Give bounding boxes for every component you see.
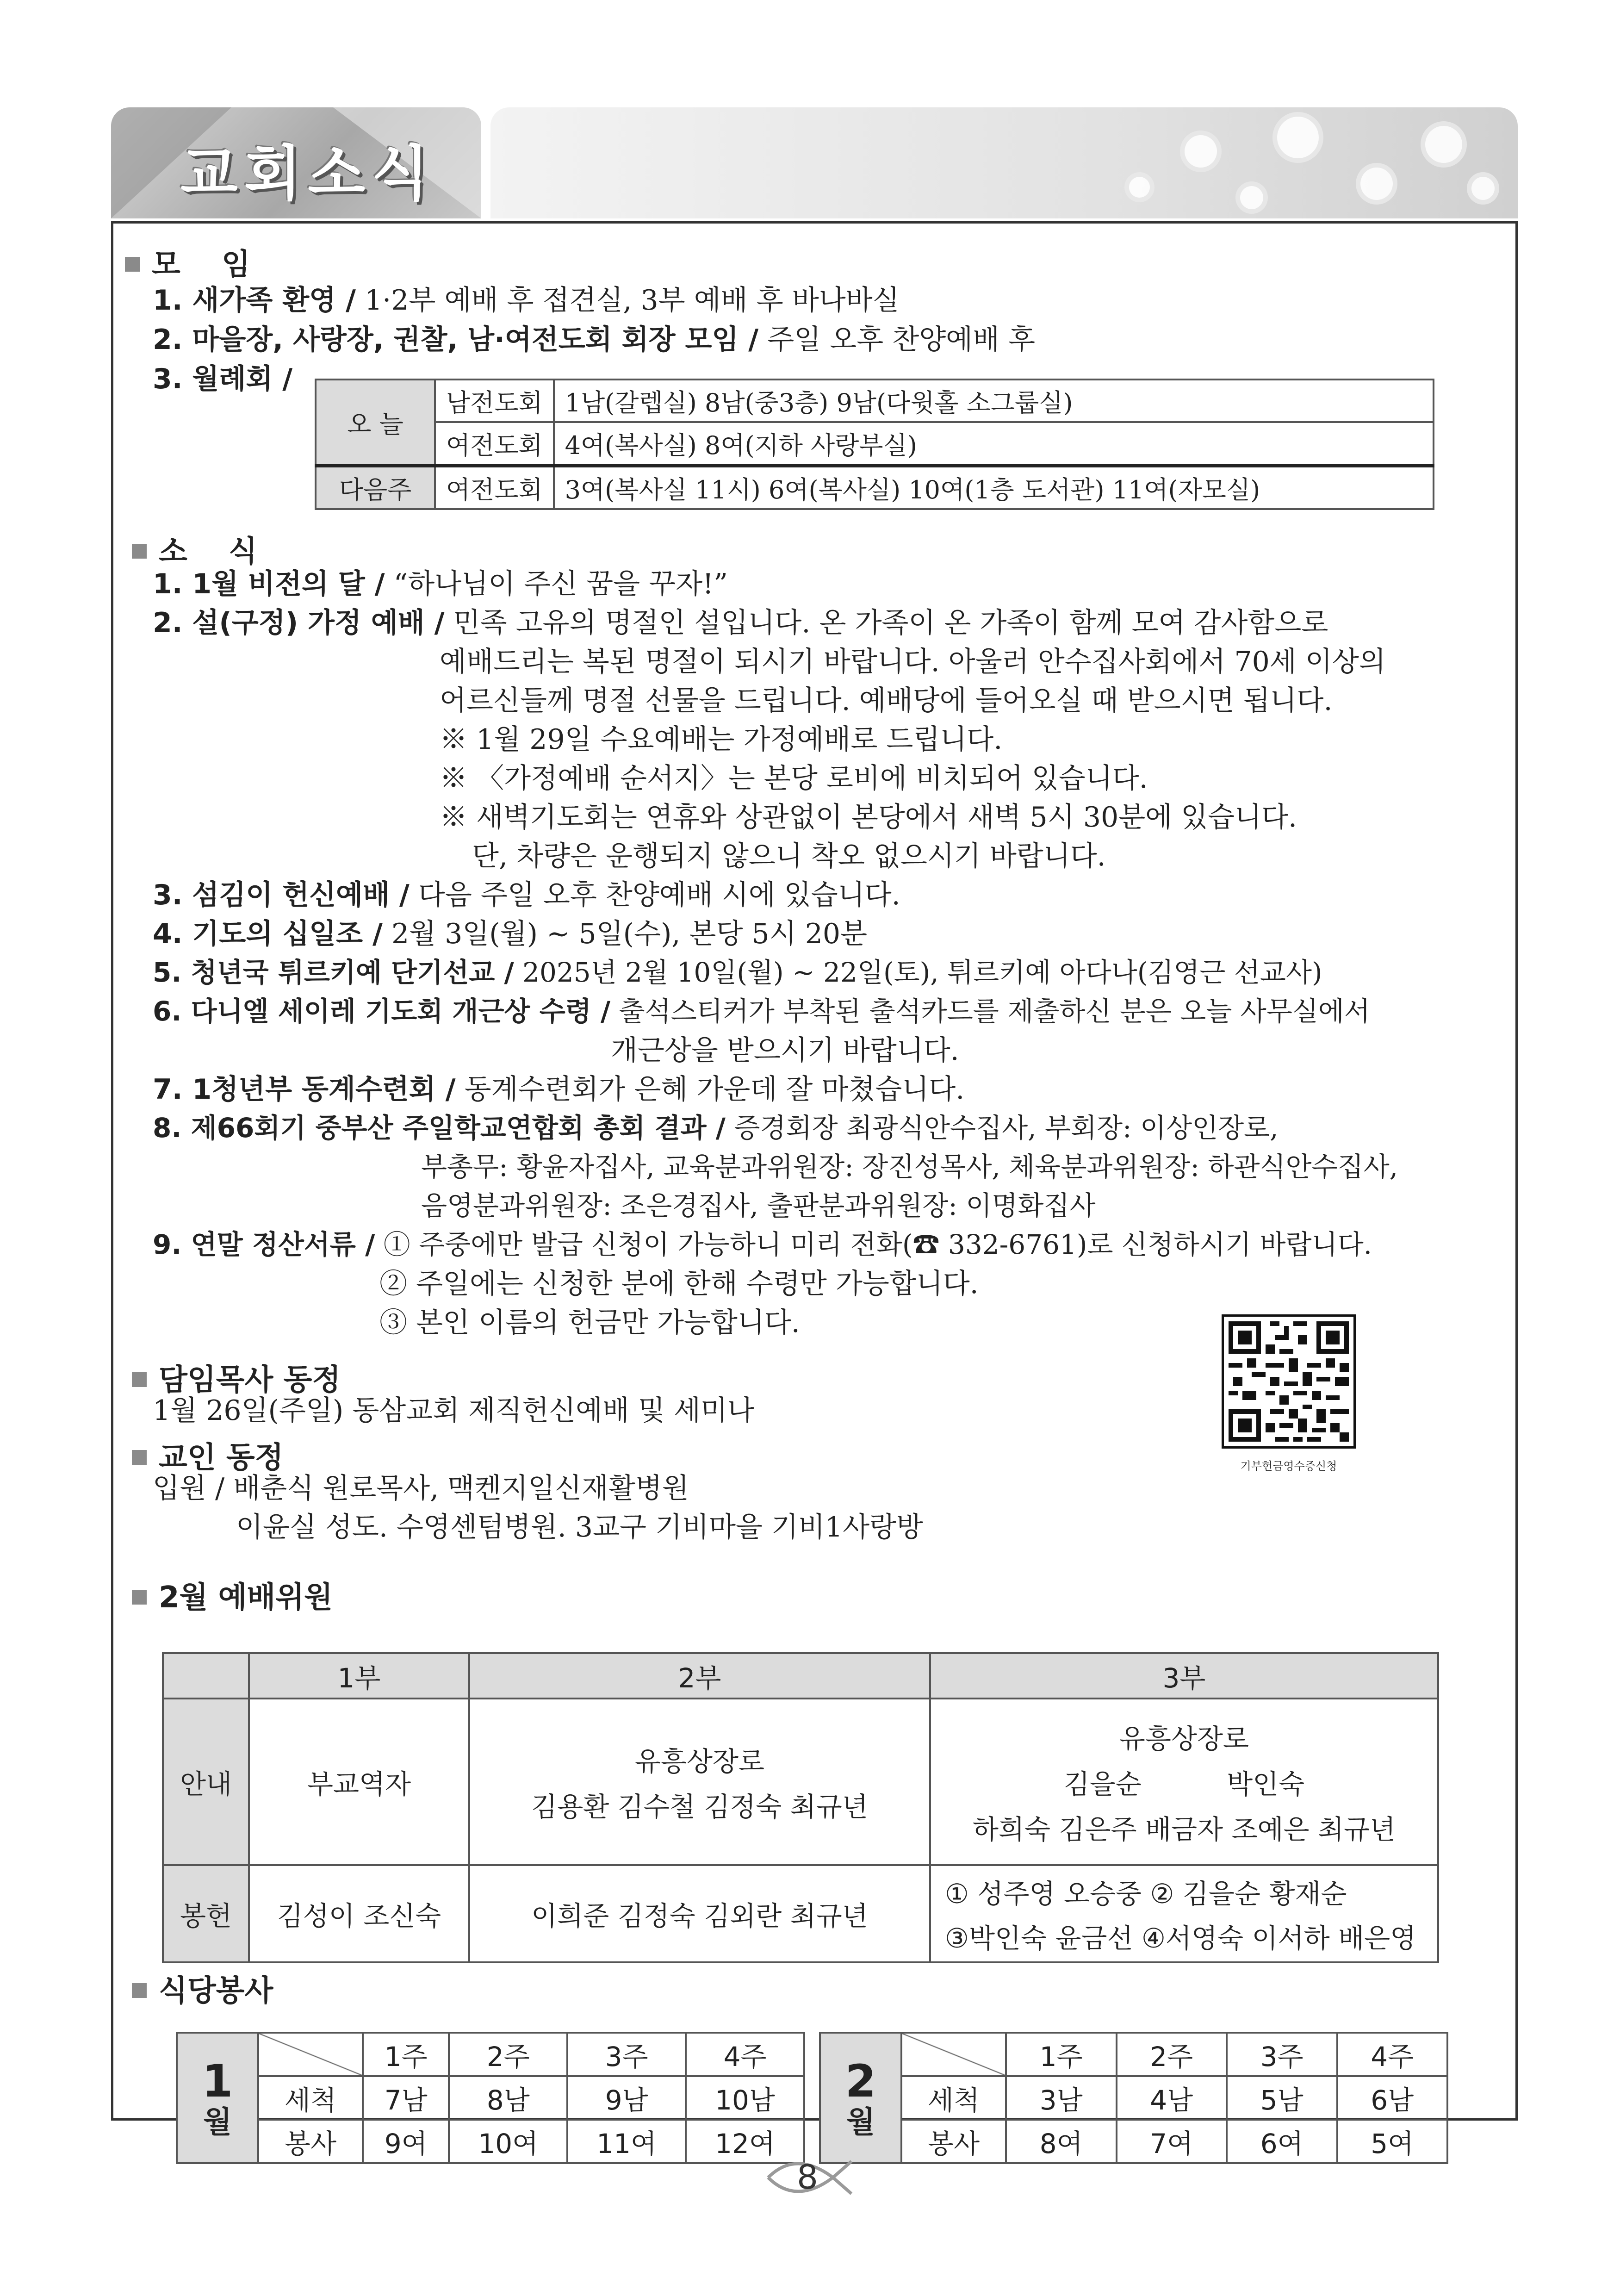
meeting-item-3: 3. 월례회 / xyxy=(153,363,293,395)
pastor-text: 1월 26일(주일) 동삼교회 제직헌신예배 및 세미나 xyxy=(153,1394,754,1427)
bullet-square-icon xyxy=(132,1983,147,1998)
table-row xyxy=(316,380,1434,422)
news-item-4: 4. 기도의 십일조 / 2월 3일(월) ~ 5일(수), 본당 5시 20분 xyxy=(153,918,868,950)
members-line-2: 이윤실 성도. 수영센텀병원. 3교구 기비마을 기비1사랑방 xyxy=(236,1511,923,1543)
table-cell: 이희준 김정숙 김외란 최규년 xyxy=(469,1865,930,1962)
section-header-tab xyxy=(111,107,481,218)
table-cell: 4남 xyxy=(1117,2076,1227,2120)
table-cell: 8여 xyxy=(1006,2120,1117,2163)
news-item-9-cont: ② 주일에는 신청한 분에 한해 수령만 가능합니다. xyxy=(379,1268,979,1300)
table-cell: 세척 xyxy=(901,2076,1006,2120)
table-cell: 1주 xyxy=(363,2033,449,2076)
cafeteria-table-february xyxy=(819,2032,1448,2164)
table-row xyxy=(820,2076,1447,2120)
table-cell xyxy=(163,1653,249,1699)
table-row xyxy=(163,1865,1438,1962)
news-note: ※ 새벽기도회는 연휴와 상관없이 본당에서 새벽 5시 30분에 있습니다. xyxy=(440,801,1297,834)
news-item-5: 5. 청년국 튀르키예 단기선교 / 2025년 2월 10일(월) ~ 22일(토), 튀르키예 아다나(김영근 선교사) xyxy=(153,957,1322,988)
section-heading-news: 소 식 xyxy=(132,528,257,570)
table-cell: 봉헌 xyxy=(163,1865,249,1962)
table-cell: 1주 xyxy=(1006,2033,1117,2076)
table-cell: 2주 xyxy=(1117,2033,1227,2076)
page-number: 8 xyxy=(763,2147,856,2208)
section-heading-members: 교인 동정 xyxy=(132,1434,284,1476)
table-cell: 3주 xyxy=(567,2033,686,2076)
table-cell: 부교역자 xyxy=(249,1699,469,1865)
table-cell: 3여(복사실 11시) 6여(복사실) 10여(1층 도서관) 11여(자모실) xyxy=(554,466,1434,509)
news-item-9: 9. 연말 정산서류 / ① 주중에만 발급 신청이 가능하니 미리 전화(☎ 332-6761)로 신청하시기 바랍니다. xyxy=(153,1229,1372,1260)
table-cell xyxy=(258,2033,363,2076)
table-cell: 10여 xyxy=(449,2120,567,2163)
table-cell: 4주 xyxy=(1337,2033,1448,2076)
news-note: ※ 〈가정예배 순서지〉는 본당 로비에 비치되어 있습니다. xyxy=(440,762,1148,795)
table-row xyxy=(820,2120,1447,2163)
table-cell: 6남 xyxy=(1337,2076,1448,2120)
table-cell: 다음주 xyxy=(316,466,435,509)
table-cell: 7여 xyxy=(1117,2120,1227,2163)
qr-code-icon[interactable] xyxy=(1222,1314,1356,1449)
table-cell: 봉사 xyxy=(901,2120,1006,2163)
bullet-square-icon xyxy=(132,1590,147,1605)
section-heading-worship: 2월 예배위원 xyxy=(132,1574,333,1616)
table-cell: 3남 xyxy=(1006,2076,1117,2120)
table-cell: 세척 xyxy=(258,2076,363,2120)
news-note: 단, 차량은 운행되지 않으니 착오 없으시기 바랍니다. xyxy=(472,840,1106,872)
news-item-2: 2. 설(구정) 가정 예배 / 민족 고유의 명절인 설입니다. 온 가족이 온 가족이 함께 모여 감사함으로 xyxy=(153,607,1328,639)
news-item-9-cont: ③ 본인 이름의 헌금만 가능합니다. xyxy=(379,1307,800,1339)
page-title: 교회소식 xyxy=(180,139,435,208)
table-cell: 9남 xyxy=(567,2076,686,2120)
table-cell: 여전도회 xyxy=(435,422,554,466)
table-row xyxy=(177,2120,804,2163)
table-row xyxy=(163,1653,1438,1699)
table-cell: 1남(갈렙실) 8남(중3층) 9남(다윗홀 소그룹실) xyxy=(554,380,1434,422)
table-cell: 5남 xyxy=(1227,2076,1337,2120)
cell-line: 유흥상장로 xyxy=(634,1746,765,1777)
table-cell: 오 늘 xyxy=(316,380,435,466)
table-row xyxy=(177,2033,804,2076)
table-cell: 12여 xyxy=(686,2120,804,2163)
bullet-square-icon xyxy=(132,1450,147,1465)
flower-decoration xyxy=(1185,135,1217,168)
news-item-1: 1. 1월 비전의 달 / “하나님이 주신 꿈을 꾸자!” xyxy=(153,568,728,600)
bullet-square-icon xyxy=(132,1372,147,1387)
table-cell: 김성이 조신숙 xyxy=(249,1865,469,1962)
table-cell: 봉사 xyxy=(258,2120,363,2163)
members-line-1: 입원 / 배춘식 원로목사, 맥켄지일신재활병원 xyxy=(153,1472,689,1505)
meeting-item-2: 2. 마을장, 사랑장, 권찰, 남·여전도회 회장 모임 / 주일 오후 찬양예배 후 xyxy=(153,324,1036,356)
flower-decoration xyxy=(1129,177,1150,198)
monthly-meeting-table xyxy=(315,379,1434,510)
table-cell xyxy=(930,1865,1438,1962)
flower-decoration xyxy=(1471,177,1495,200)
worship-committee-table xyxy=(162,1652,1439,1963)
cell-line: 유흥상장로 xyxy=(1119,1723,1249,1755)
table-cell: 4주 xyxy=(686,2033,804,2076)
cell-line: 하희숙 김은주 배금자 조예은 최규년 xyxy=(972,1814,1396,1845)
bullet-square-icon xyxy=(132,544,147,559)
cell-line: ③박인숙 윤금선 ④서영숙 이서하 배은영 xyxy=(945,1923,1416,1954)
table-cell: 남전도회 xyxy=(435,380,554,422)
bullet-square-icon xyxy=(125,257,140,272)
section-heading-cafeteria: 식당봉사 xyxy=(132,1967,273,2010)
table-cell: 안내 xyxy=(163,1699,249,1865)
table-row xyxy=(316,422,1434,466)
table-cell: 8남 xyxy=(449,2076,567,2120)
table-row xyxy=(820,2033,1447,2076)
flower-decoration xyxy=(1240,186,1263,209)
cell-line: 김을순 박인숙 xyxy=(1063,1768,1305,1800)
news-note: ※ 1월 29일 수요예배는 가정예배로 드립니다. xyxy=(440,723,1003,756)
table-cell xyxy=(901,2033,1006,2076)
cafeteria-table-january xyxy=(176,2032,805,2164)
cell-line: 김용환 김수철 김정숙 최규년 xyxy=(531,1791,868,1823)
table-row xyxy=(163,1699,1438,1865)
flower-decoration xyxy=(1425,126,1462,163)
table-cell: 3부 xyxy=(930,1653,1438,1699)
meeting-item-1: 1. 새가족 환영 / 1·2부 예배 후 접견실, 3부 예배 후 바나바실 xyxy=(153,284,900,317)
table-cell: 3주 xyxy=(1227,2033,1337,2076)
table-cell: 여전도회 xyxy=(435,466,554,509)
table-cell: 2부 xyxy=(469,1653,930,1699)
table-cell: 7남 xyxy=(363,2076,449,2120)
table-row xyxy=(316,466,1434,509)
news-item-2-cont: 어르신들께 명절 선물을 드립니다. 예배당에 들어오실 때 받으시면 됩니다. xyxy=(440,684,1333,717)
table-cell: 11여 xyxy=(567,2120,686,2163)
cell-line: ① 성주영 오승중 ② 김을순 황재순 xyxy=(945,1878,1347,1910)
section-heading-meetings: 모 임 xyxy=(125,241,250,283)
table-cell xyxy=(930,1699,1438,1865)
news-item-7: 7. 1청년부 동계수련회 / 동계수련회가 은혜 가운데 잘 마쳤습니다. xyxy=(153,1073,965,1106)
table-cell: 10남 xyxy=(686,2076,804,2120)
table-row xyxy=(177,2076,804,2120)
news-item-8-cont: 부총무: 황윤자집사, 교육분과위원장: 장진성목사, 체육분과위원장: 하관식안수집사, xyxy=(421,1151,1398,1182)
table-cell: 9여 xyxy=(363,2120,449,2163)
flower-decoration xyxy=(1277,117,1319,158)
month-label: 2 월 xyxy=(820,2033,901,2163)
qr-caption: 기부헌금영수증신청 xyxy=(1240,1460,1337,1473)
news-item-8: 8. 제66회기 중부산 주일학교연합회 총회 결과 / 증경회장 최광식안수집사, 부회장: 이상인장로, xyxy=(153,1112,1279,1144)
table-cell: 2주 xyxy=(449,2033,567,2076)
flower-decoration xyxy=(1360,168,1393,200)
news-item-6-cont: 개근상을 받으시기 바랍니다. xyxy=(611,1034,959,1067)
table-cell xyxy=(469,1699,930,1865)
table-cell: 1부 xyxy=(249,1653,469,1699)
news-item-2-cont: 예배드리는 복된 명절이 되시기 바랍니다. 아울러 안수집사회에서 70세 이상의 xyxy=(440,646,1386,678)
month-label: 1 월 xyxy=(177,2033,258,2163)
news-item-3: 3. 섬김이 헌신예배 / 다음 주일 오후 찬양예배 시에 있습니다. xyxy=(153,879,900,911)
section-heading-pastor: 담임목사 동정 xyxy=(132,1356,341,1399)
news-item-8-cont: 음영분과위원장: 조은경집사, 출판분과위원장: 이명화집사 xyxy=(421,1190,1096,1221)
table-cell: 6여 xyxy=(1227,2120,1337,2163)
news-item-6: 6. 다니엘 세이레 기도회 개근상 수령 / 출석스티커가 부착된 출석카드를 제출하신 분은 오늘 사무실에서 xyxy=(153,996,1370,1027)
table-cell: 4여(복사실) 8여(지하 사랑부실) xyxy=(554,422,1434,466)
table-cell: 5여 xyxy=(1337,2120,1448,2163)
header-banner xyxy=(490,107,1518,218)
